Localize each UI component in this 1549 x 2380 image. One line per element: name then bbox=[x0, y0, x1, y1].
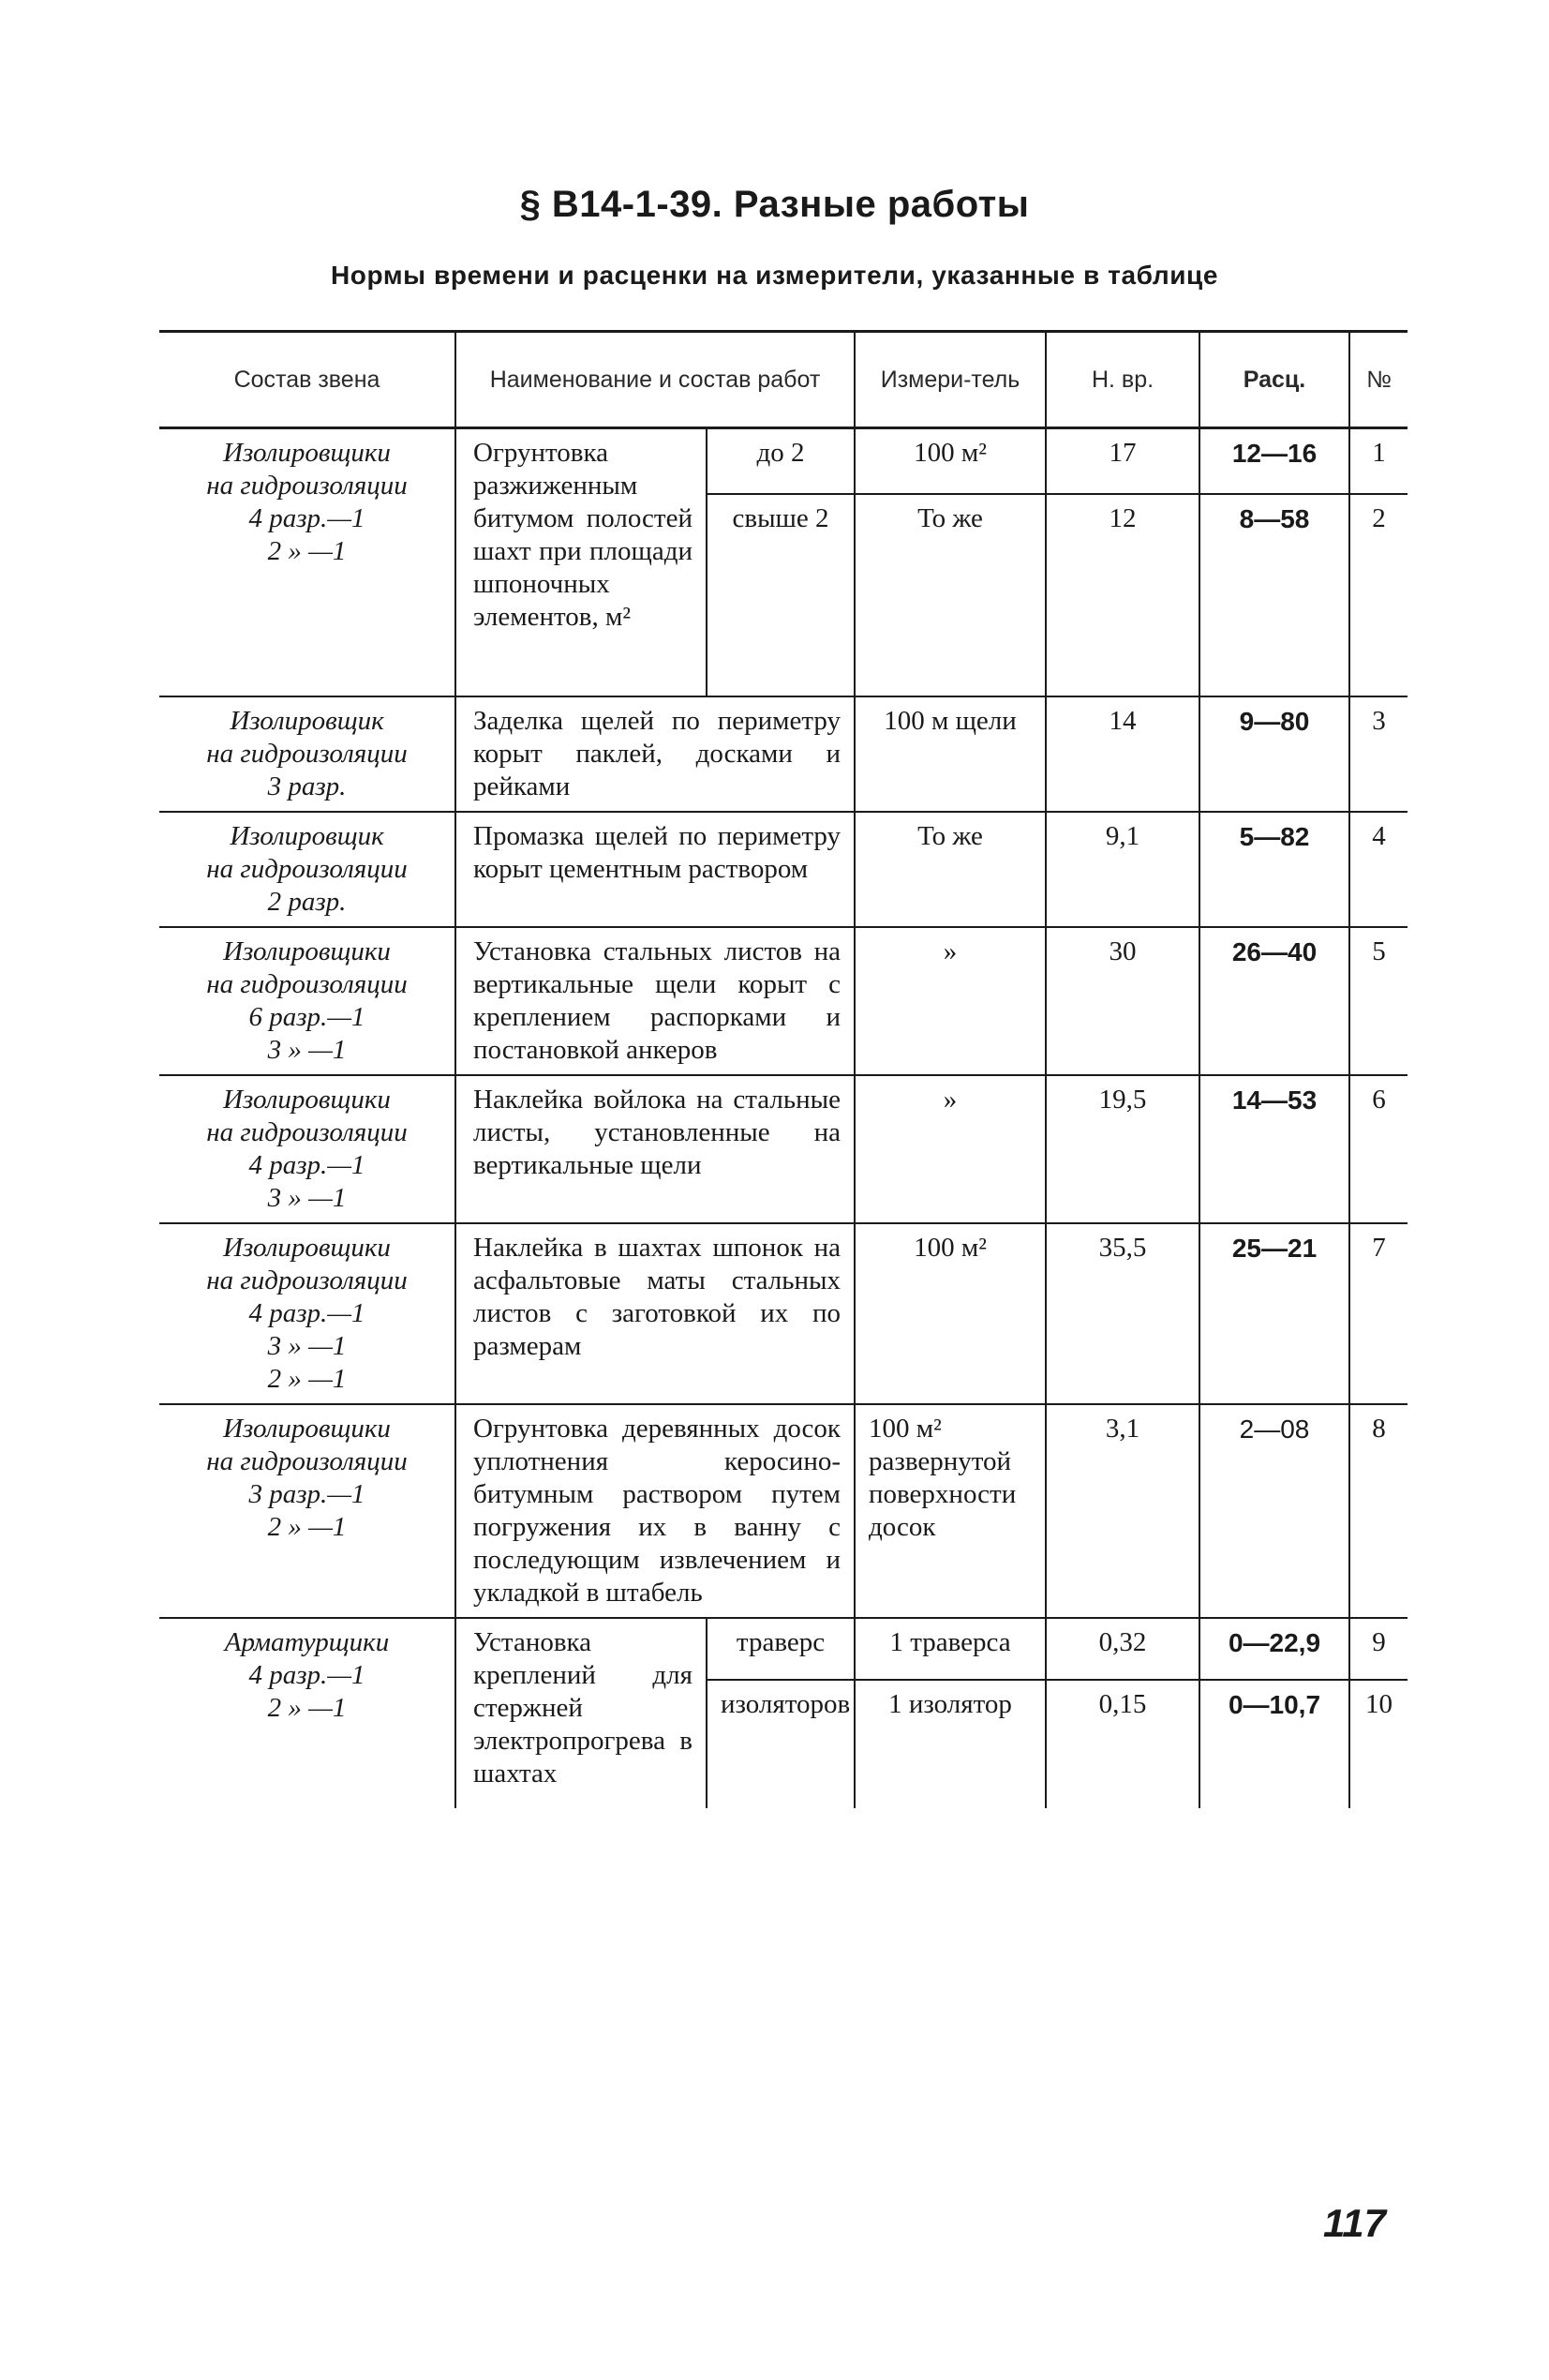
rate-cell: 5—82 bbox=[1199, 812, 1349, 927]
crew-cell: Изолировщик на гидроизоляции 3 разр. bbox=[159, 696, 455, 812]
unit-cell: » bbox=[855, 1075, 1046, 1223]
header-work: Наименование и состав работ bbox=[455, 332, 855, 428]
condition-cell: траверс bbox=[707, 1618, 855, 1680]
condition-cell: изоляторов bbox=[707, 1680, 855, 1808]
table-row bbox=[159, 812, 1408, 927]
row-number: 8 bbox=[1349, 1404, 1408, 1618]
crew-cell: Изолировщики на гидроизоляции 4 разр.—1 3 » —1 bbox=[159, 1075, 455, 1223]
crew-cell: Арматурщики 4 разр.—1 2 » —1 bbox=[159, 1618, 455, 1808]
table-header-row bbox=[159, 332, 1408, 428]
unit-cell: 1 траверса bbox=[855, 1618, 1046, 1680]
crew-cell: Изолировщики на гидроизоляции 4 разр.—1 3 » —1 2 » —1 bbox=[159, 1223, 455, 1404]
condition-cell: до 2 bbox=[707, 428, 855, 495]
unit-cell: То же bbox=[855, 812, 1046, 927]
norm-cell: 0,32 bbox=[1046, 1618, 1199, 1680]
rate-cell: 26—40 bbox=[1199, 927, 1349, 1075]
row-number: 1 bbox=[1349, 428, 1408, 495]
header-norm: Н. вр. bbox=[1046, 332, 1199, 428]
row-number: 6 bbox=[1349, 1075, 1408, 1223]
row-number: 4 bbox=[1349, 812, 1408, 927]
table-row bbox=[159, 1618, 1408, 1680]
norm-cell: 35,5 bbox=[1046, 1223, 1199, 1404]
crew-cell: Изолировщики на гидроизоляции 4 разр.—1 2 » —1 bbox=[159, 428, 455, 697]
unit-cell: 100 м² развернутой поверхности досок bbox=[855, 1404, 1046, 1618]
rate-cell: 8—58 bbox=[1199, 494, 1349, 696]
row-number: 5 bbox=[1349, 927, 1408, 1075]
rate-cell: 14—53 bbox=[1199, 1075, 1349, 1223]
section-title: § B14-1-39. Разные работы bbox=[519, 184, 1030, 225]
work-cell: Заделка щелей по периметру корыт паклей, досками и рейками bbox=[455, 696, 855, 812]
header-unit: Измери-тель bbox=[855, 332, 1046, 428]
header-num: № bbox=[1349, 332, 1408, 428]
row-number: 2 bbox=[1349, 494, 1408, 696]
norm-cell: 30 bbox=[1046, 927, 1199, 1075]
norm-cell: 14 bbox=[1046, 696, 1199, 812]
rate-cell: 12—16 bbox=[1199, 428, 1349, 495]
table-row bbox=[159, 927, 1408, 1075]
unit-cell: 1 изолятор bbox=[855, 1680, 1046, 1808]
table-row bbox=[159, 428, 1408, 495]
row-number: 3 bbox=[1349, 696, 1408, 812]
work-cell: Установка стальных листов на вертикальные щели корыт с креплением распорками и постановкой анкеров bbox=[455, 927, 855, 1075]
crew-cell: Изолировщики на гидроизоляции 3 разр.—1 2 » —1 bbox=[159, 1404, 455, 1618]
norm-cell: 12 bbox=[1046, 494, 1199, 696]
work-cell: Наклейка в шахтах шпонок на асфальтовые маты стальных листов с заготовкой их по размерам bbox=[455, 1223, 855, 1404]
norm-cell: 19,5 bbox=[1046, 1075, 1199, 1223]
unit-cell: 100 м² bbox=[855, 428, 1046, 495]
rate-cell: 9—80 bbox=[1199, 696, 1349, 812]
row-number: 10 bbox=[1349, 1680, 1408, 1808]
work-cell: Огрунтовка деревянных досок уплотнения керосино-битумным раствором путем погружения их в ванну с последующим извлечением и укладкой в штабель bbox=[455, 1404, 855, 1618]
work-cell: Наклейка войлока на стальные листы, установленные на вертикальные щели bbox=[455, 1075, 855, 1223]
unit-cell: То же bbox=[855, 494, 1046, 696]
norm-cell: 0,15 bbox=[1046, 1680, 1199, 1808]
page-number: 117 bbox=[1323, 2201, 1386, 2245]
table-row bbox=[159, 1223, 1408, 1404]
crew-cell: Изолировщик на гидроизоляции 2 разр. bbox=[159, 812, 455, 927]
unit-cell: 100 м² bbox=[855, 1223, 1046, 1404]
rate-cell: 25—21 bbox=[1199, 1223, 1349, 1404]
work-cell: Установка креплений для стержней электропрогрева в шахтах bbox=[455, 1618, 707, 1808]
unit-cell: 100 м щели bbox=[855, 696, 1046, 812]
row-number: 9 bbox=[1349, 1618, 1408, 1680]
section-subtitle: Нормы времени и расценки на измерители, указанные в таблице bbox=[330, 261, 1219, 290]
table-row bbox=[159, 1075, 1408, 1223]
crew-cell: Изолировщики на гидроизоляции 6 разр.—1 3 » —1 bbox=[159, 927, 455, 1075]
table-row bbox=[159, 1404, 1408, 1618]
header-rate: Расц. bbox=[1199, 332, 1349, 428]
rate-cell: 0—10,7 bbox=[1199, 1680, 1349, 1808]
rate-cell: 2—08 bbox=[1199, 1404, 1349, 1618]
norm-cell: 3,1 bbox=[1046, 1404, 1199, 1618]
condition-cell: свыше 2 bbox=[707, 494, 855, 696]
row-number: 7 bbox=[1349, 1223, 1408, 1404]
norm-cell: 17 bbox=[1046, 428, 1199, 495]
work-cell: Промазка щелей по периметру корыт цементным раствором bbox=[455, 812, 855, 927]
unit-cell: » bbox=[855, 927, 1046, 1075]
norm-cell: 9,1 bbox=[1046, 812, 1199, 927]
header-crew: Состав звена bbox=[159, 332, 455, 428]
table-row bbox=[159, 696, 1408, 812]
norms-table bbox=[159, 330, 1408, 1808]
work-cell: Огрунтовка разжиженным битумом полостей шахт при площади шпоночных элементов, м² bbox=[455, 428, 707, 697]
rate-cell: 0—22,9 bbox=[1199, 1618, 1349, 1680]
